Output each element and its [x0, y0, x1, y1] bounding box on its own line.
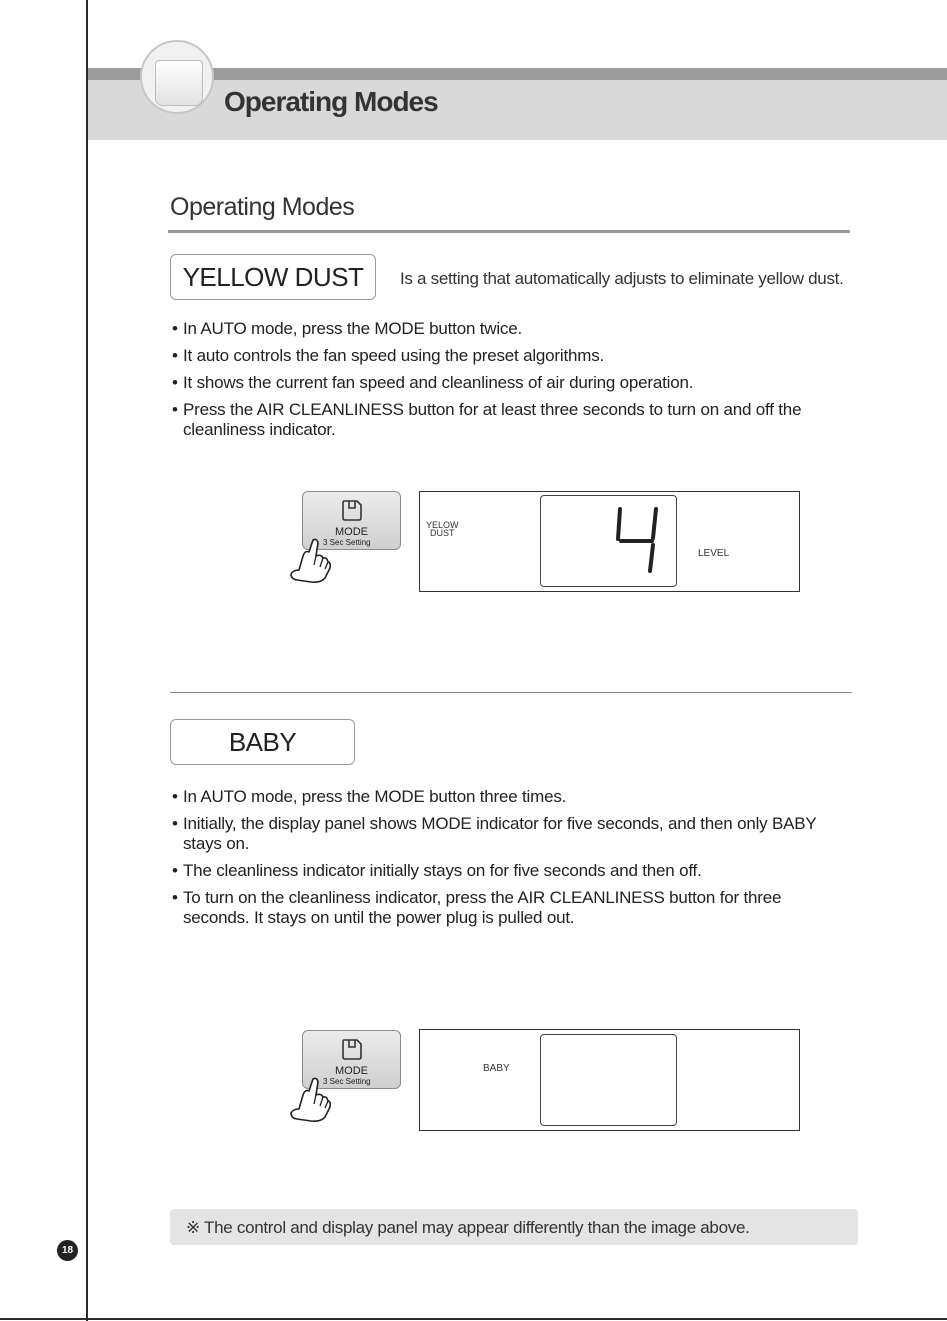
note-text: ※ The control and display panel may appear differently than the image above.: [186, 1218, 750, 1237]
header-strip: [88, 68, 947, 80]
list-item: • Press the AIR CLEANLINESS button for at least three seconds to turn on and off the cleanliness indicator.: [171, 400, 841, 440]
bottom-rule: [0, 1318, 947, 1320]
list-item: • It shows the current fan speed and cleanliness of air during operation.: [171, 373, 841, 393]
list-item: • In AUTO mode, press the MODE button three times.: [171, 787, 846, 807]
yellow-dust-description: Is a setting that automatically adjusts to eliminate yellow dust.: [400, 269, 844, 288]
digit-value: 4: [612, 505, 613, 506]
seven-segment-digit: [612, 505, 662, 575]
list-item: • Initially, the display panel shows MODE indicator for five seconds, and then only BABY stays on.: [171, 814, 846, 854]
mode-icon: [339, 497, 365, 523]
baby-instructions: [171, 787, 846, 935]
pointing-hand-icon: [283, 536, 333, 586]
level-indicator: LEVEL: [698, 548, 730, 559]
list-item: • It auto controls the fan speed using the preset algorithms.: [171, 346, 841, 366]
yellow-dust-indicator: [426, 521, 459, 537]
section-title: Operating Modes: [170, 193, 355, 221]
yellow-dust-instructions: [171, 319, 841, 447]
section-divider: [170, 692, 852, 693]
mode-button-label: MODE: [335, 1065, 368, 1077]
mode-icon: [339, 1036, 365, 1062]
baby-indicator: BABY: [483, 1063, 510, 1074]
list-item: • In AUTO mode, press the MODE button twice.: [171, 319, 841, 339]
list-item: • The cleanliness indicator initially stays on for five seconds and then off.: [171, 861, 846, 881]
section-rule: [168, 230, 850, 233]
indicator-line-1: YELOW: [426, 520, 459, 530]
display-screen: [540, 1034, 677, 1126]
margin-rule: [86, 0, 88, 1321]
mode-button-sublabel: 3 Sec Setting: [323, 1077, 371, 1086]
pointing-hand-icon: [283, 1075, 333, 1125]
yellow-dust-mode-label: YELLOW DUST: [170, 254, 376, 300]
product-thumbnail-icon: [140, 40, 214, 114]
indicator-line-2: DUST: [430, 528, 455, 538]
page-title: Operating Modes: [224, 86, 438, 117]
mode-button-sublabel: 3 Sec Setting: [323, 538, 371, 547]
page-number: 18: [57, 1240, 78, 1261]
header-band: [88, 80, 947, 140]
mode-button-label: MODE: [335, 526, 368, 538]
list-item: • To turn on the cleanliness indicator, press the AIR CLEANLINESS button for three seconds. It stays on until the power plug is pulled out.: [171, 888, 846, 928]
baby-mode-label: BABY: [170, 719, 355, 765]
